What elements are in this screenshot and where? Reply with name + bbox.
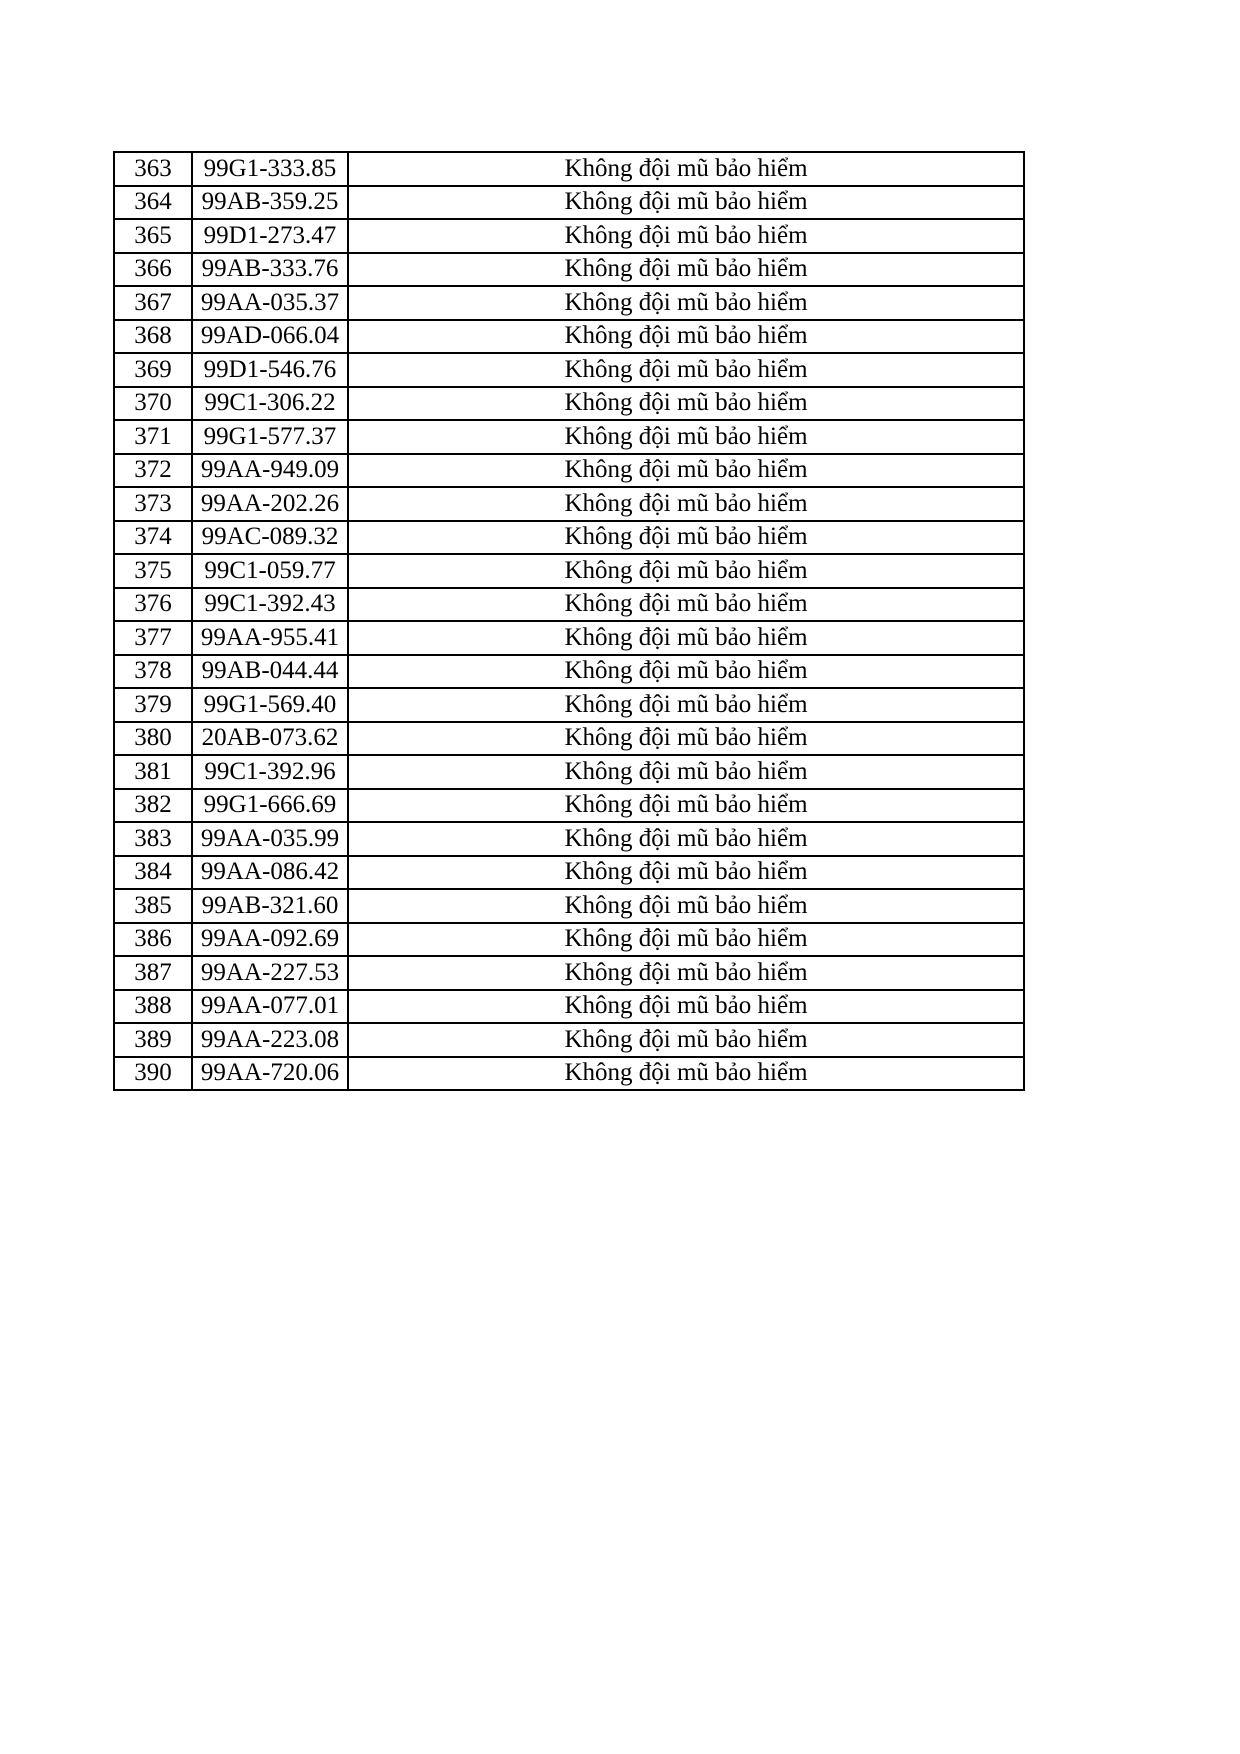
violation-cell: Không đội mũ bảo hiểm: [348, 286, 1024, 320]
row-number-cell: 384: [114, 856, 192, 890]
row-number-cell: 372: [114, 454, 192, 488]
row-number-cell: 375: [114, 554, 192, 588]
table-row: [114, 655, 1024, 689]
violation-cell: Không đội mũ bảo hiểm: [348, 387, 1024, 421]
table-row: [114, 956, 1024, 990]
violation-cell: Không đội mũ bảo hiểm: [348, 722, 1024, 756]
violation-cell: Không đội mũ bảo hiểm: [348, 1023, 1024, 1057]
violation-cell: Không đội mũ bảo hiểm: [348, 956, 1024, 990]
violation-cell: Không đội mũ bảo hiểm: [348, 152, 1024, 186]
table-row: [114, 822, 1024, 856]
license-plate-cell: 99C1-306.22: [192, 387, 348, 421]
table-row: [114, 454, 1024, 488]
license-plate-cell: 99G1-577.37: [192, 420, 348, 454]
violation-cell: Không đội mũ bảo hiểm: [348, 588, 1024, 622]
license-plate-cell: 99AA-227.53: [192, 956, 348, 990]
table-row: [114, 588, 1024, 622]
row-number-cell: 371: [114, 420, 192, 454]
license-plate-cell: 99D1-273.47: [192, 219, 348, 253]
violation-cell: Không đội mũ bảo hiểm: [348, 186, 1024, 220]
license-plate-cell: 99AA-035.99: [192, 822, 348, 856]
table-row: [114, 688, 1024, 722]
table-row: [114, 554, 1024, 588]
row-number-cell: 386: [114, 923, 192, 957]
license-plate-cell: 99AD-066.04: [192, 320, 348, 354]
row-number-cell: 377: [114, 621, 192, 655]
violation-cell: Không đội mũ bảo hiểm: [348, 353, 1024, 387]
violations-table: [113, 151, 1025, 1091]
table-row: [114, 722, 1024, 756]
violation-cell: Không đội mũ bảo hiểm: [348, 655, 1024, 689]
table-row: [114, 253, 1024, 287]
license-plate-cell: 99AC-089.32: [192, 521, 348, 555]
license-plate-cell: 99AA-720.06: [192, 1057, 348, 1091]
license-plate-cell: 99AA-086.42: [192, 856, 348, 890]
row-number-cell: 389: [114, 1023, 192, 1057]
row-number-cell: 387: [114, 956, 192, 990]
violation-cell: Không đội mũ bảo hiểm: [348, 990, 1024, 1024]
violation-cell: Không đội mũ bảo hiểm: [348, 521, 1024, 555]
row-number-cell: 373: [114, 487, 192, 521]
table-row: [114, 755, 1024, 789]
row-number-cell: 383: [114, 822, 192, 856]
license-plate-cell: 99AB-359.25: [192, 186, 348, 220]
violation-cell: Không đội mũ bảo hiểm: [348, 621, 1024, 655]
row-number-cell: 367: [114, 286, 192, 320]
table-row: [114, 856, 1024, 890]
violation-cell: Không đội mũ bảo hiểm: [348, 219, 1024, 253]
violation-cell: Không đội mũ bảo hiểm: [348, 889, 1024, 923]
license-plate-cell: 99AA-223.08: [192, 1023, 348, 1057]
license-plate-cell: 99C1-392.96: [192, 755, 348, 789]
table-row: [114, 219, 1024, 253]
row-number-cell: 364: [114, 186, 192, 220]
table-row: [114, 889, 1024, 923]
table-row: [114, 152, 1024, 186]
table-row: [114, 186, 1024, 220]
row-number-cell: 378: [114, 655, 192, 689]
license-plate-cell: 99G1-333.85: [192, 152, 348, 186]
license-plate-cell: 99C1-392.43: [192, 588, 348, 622]
violation-cell: Không đội mũ bảo hiểm: [348, 822, 1024, 856]
row-number-cell: 370: [114, 387, 192, 421]
violation-cell: Không đội mũ bảo hiểm: [348, 688, 1024, 722]
row-number-cell: 368: [114, 320, 192, 354]
row-number-cell: 369: [114, 353, 192, 387]
violation-cell: Không đội mũ bảo hiểm: [348, 487, 1024, 521]
row-number-cell: 365: [114, 219, 192, 253]
row-number-cell: 376: [114, 588, 192, 622]
row-number-cell: 374: [114, 521, 192, 555]
violation-cell: Không đội mũ bảo hiểm: [348, 320, 1024, 354]
violation-cell: Không đội mũ bảo hiểm: [348, 554, 1024, 588]
row-number-cell: 382: [114, 789, 192, 823]
license-plate-cell: 99G1-569.40: [192, 688, 348, 722]
license-plate-cell: 99AB-044.44: [192, 655, 348, 689]
violation-cell: Không đội mũ bảo hiểm: [348, 755, 1024, 789]
row-number-cell: 366: [114, 253, 192, 287]
table-row: [114, 923, 1024, 957]
table-row: [114, 621, 1024, 655]
table-row: [114, 387, 1024, 421]
license-plate-cell: 99C1-059.77: [192, 554, 348, 588]
row-number-cell: 363: [114, 152, 192, 186]
license-plate-cell: 99AA-949.09: [192, 454, 348, 488]
row-number-cell: 379: [114, 688, 192, 722]
violation-cell: Không đội mũ bảo hiểm: [348, 923, 1024, 957]
table-row: [114, 521, 1024, 555]
violation-cell: Không đội mũ bảo hiểm: [348, 856, 1024, 890]
table-row: [114, 1023, 1024, 1057]
license-plate-cell: 99AA-202.26: [192, 487, 348, 521]
license-plate-cell: 99AB-333.76: [192, 253, 348, 287]
table-row: [114, 320, 1024, 354]
license-plate-cell: 99D1-546.76: [192, 353, 348, 387]
license-plate-cell: 99AA-035.37: [192, 286, 348, 320]
row-number-cell: 388: [114, 990, 192, 1024]
violation-cell: Không đội mũ bảo hiểm: [348, 789, 1024, 823]
row-number-cell: 380: [114, 722, 192, 756]
table-row: [114, 1057, 1024, 1091]
row-number-cell: 381: [114, 755, 192, 789]
violation-cell: Không đội mũ bảo hiểm: [348, 1057, 1024, 1091]
table-row: [114, 487, 1024, 521]
license-plate-cell: 20AB-073.62: [192, 722, 348, 756]
violation-cell: Không đội mũ bảo hiểm: [348, 454, 1024, 488]
violation-cell: Không đội mũ bảo hiểm: [348, 253, 1024, 287]
table-row: [114, 990, 1024, 1024]
license-plate-cell: 99G1-666.69: [192, 789, 348, 823]
row-number-cell: 390: [114, 1057, 192, 1091]
violations-table-body: [114, 152, 1024, 1090]
table-row: [114, 789, 1024, 823]
license-plate-cell: 99AB-321.60: [192, 889, 348, 923]
row-number-cell: 385: [114, 889, 192, 923]
table-row: [114, 286, 1024, 320]
license-plate-cell: 99AA-955.41: [192, 621, 348, 655]
table-row: [114, 420, 1024, 454]
table-row: [114, 353, 1024, 387]
violation-cell: Không đội mũ bảo hiểm: [348, 420, 1024, 454]
license-plate-cell: 99AA-092.69: [192, 923, 348, 957]
license-plate-cell: 99AA-077.01: [192, 990, 348, 1024]
